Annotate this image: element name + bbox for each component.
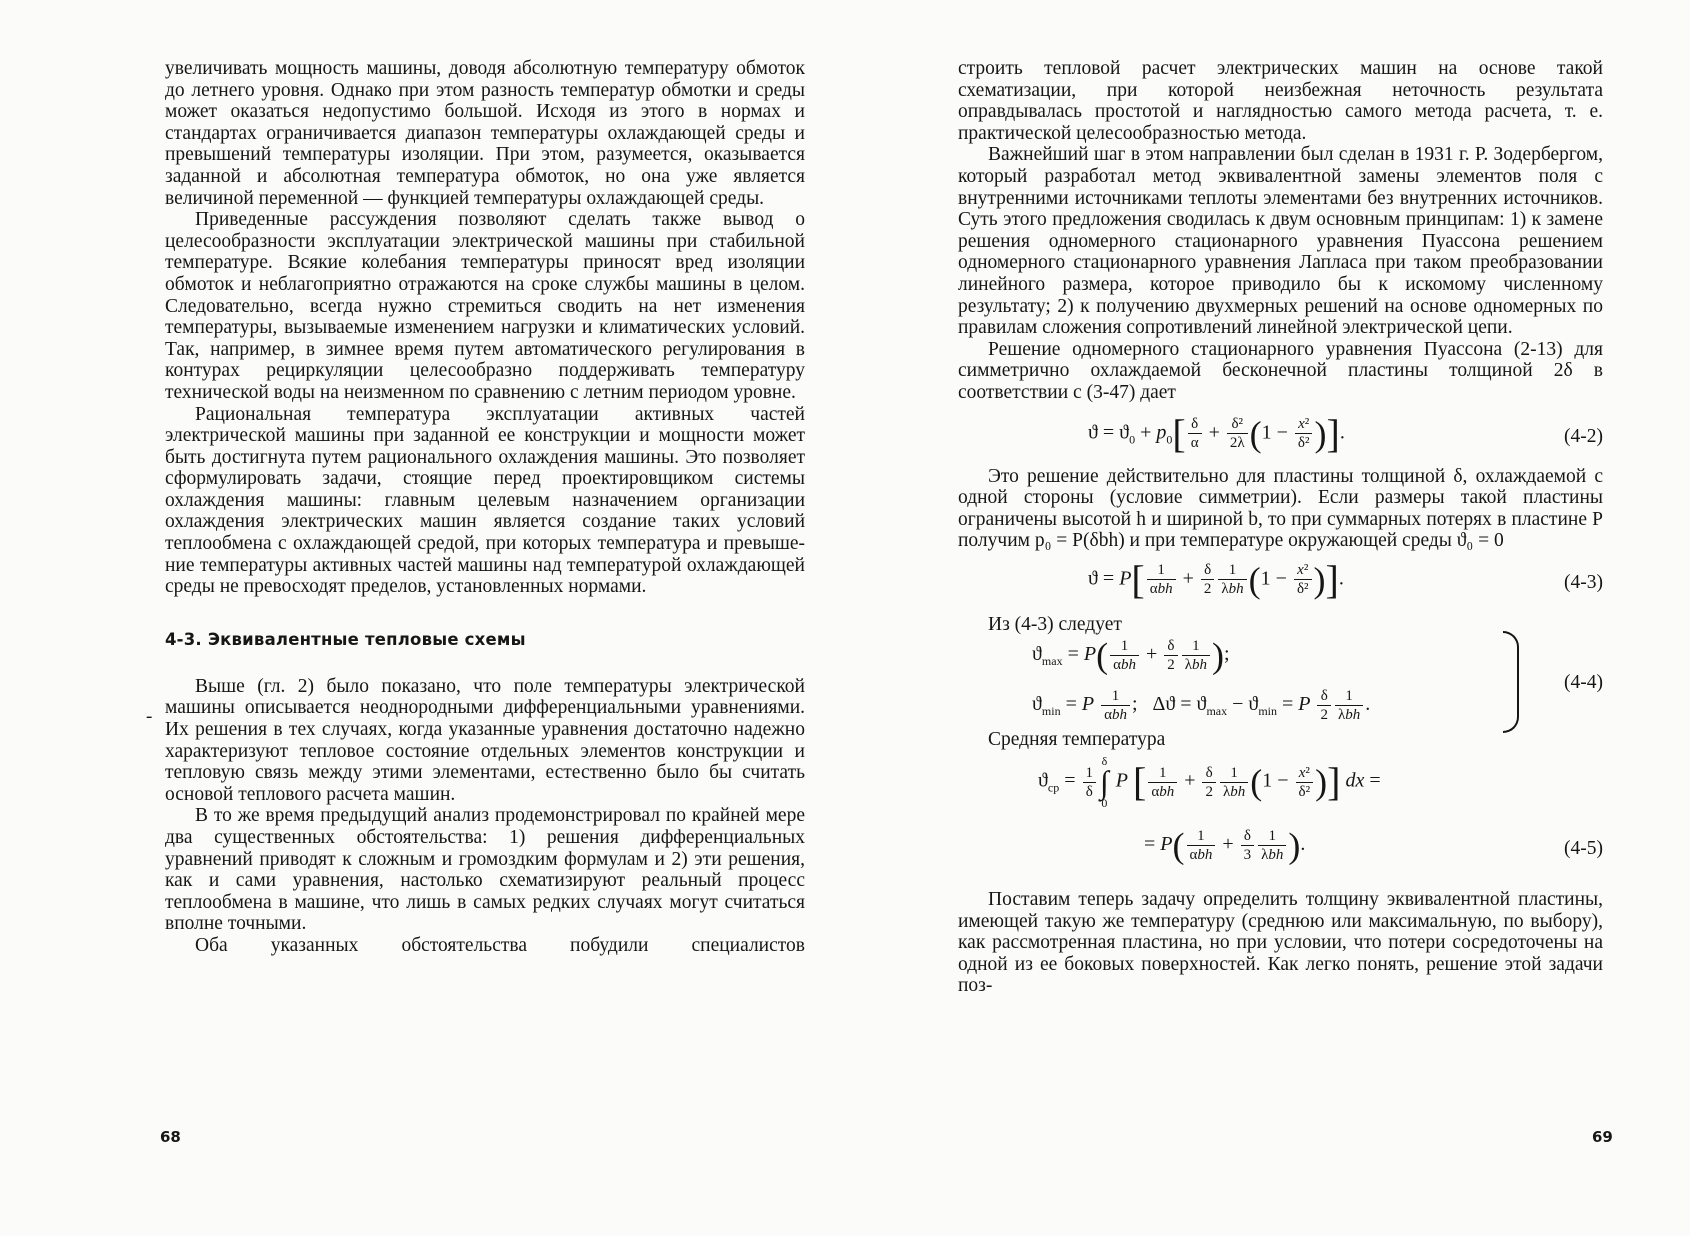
equation-theta-max: $ϑ_{max} = P$( $\frac{1}{\text{αbh}}$ + $\frac{\delta}{2}$ $\frac{1}{\text{λbh}}$ ); <box>1032 635 1230 676</box>
paragraph: Поставим теперь задачу определить толщину эквивалентной пластины, имеющей такую же температуру (среднюю или максимальную, по выбору), как рассмотренная пластина, но при условии, что потери сосредоточены на одной из ее боковых поверхностей. Как легко понять, решение этой задачи поз- <box>958 889 1603 997</box>
paragraph: строить тепловой расчет электрических машин на основе такой схематизации, при которой неизбежная неточность результата оправдывалась простотой и наглядностью самого метода расчета, т. е. практической целесообразностью метода. <box>958 58 1603 144</box>
paragraph: увеличивать мощность машины, доводя абсолютную температуру обмоток до летнего уровня. Однако при этом разность температур обмотки и среды может оказаться недопустимо большой. Исходя из этого в нормах и стандартах ограничивается диапазон температуры охлаждающей среды и превышений температуры изоляции. При этом, разумеется, оказывается заданной и абсолютная температура обмоток, но она уже является величиной переменной — функцией температуры охлаждающей среды. <box>165 58 805 209</box>
equation-number: (4-2) <box>1564 425 1603 447</box>
paragraph: Выше (гл. 2) было показано, что поле температуры электрической машины описывается неоднородными дифференциальными уравнениями. Их решения в тех случаях, когда указанные уравнения достаточно надежно характеризуют тепловое состояние отдельных элементов конструкции и тепловую связь между этими элементами, естественно было бы считать основой теплового расчета машин. <box>165 675 805 805</box>
equation-number: (4-4) <box>1564 672 1603 694</box>
paragraph: Рациональная температура эксплуатации активных частей электрической машины при заданной ее конструкции и мощности может быть достигнута путем рационального охлаждения машины. Это позволяет сформулировать задачи, стоящие перед проектировщиком системы охлаждения машины: главным целевым назначением организации охлаждения электрических машин является создание таких условий теплообмена с охлаждающей средой, при которых температура и превышение температуры активных частей машины над температурой охлаждающей среды не превосходят пределов, установленных нормами. <box>165 403 805 598</box>
paragraph: Средняя температура <box>988 729 1166 751</box>
equation-theta-min: $ϑ_{min} = P$ $\frac{1}{\text{αbh}}$ ; $\Delta ϑ = ϑ_{max} - ϑ_{min} = P$ $\frac{\delta}{2}$ $\frac{1}{\text{λbh}}$ . <box>1032 688 1371 724</box>
page-number-left: 68 <box>160 1128 181 1146</box>
right-brace <box>1503 631 1519 733</box>
equation-4-4 <box>958 637 1603 729</box>
right-page <box>958 58 1603 997</box>
section-heading: 4-3. Эквивалентные тепловые схемы <box>165 629 526 649</box>
equation-number: (4-3) <box>1564 571 1603 593</box>
paragraph: Это решение действительно для пластины толщиной δ, охлаждаемой с одной стороны (условие симметрии). Если размеры такой пластины ограничены высотой h и шириной b, то при суммарных потерях в пластине P получим p₀ = P(δbh) и при температуре окружающей среды ϑ₀ = 0 <box>958 465 1603 552</box>
equation-mean-line-2: = P( $\frac{1}{\text{αbh}}$ + $\frac{\delta}{3}$ $\frac{1}{\text{λbh}}$ ). <box>1144 825 1306 866</box>
paragraph: В то же время предыдущий анализ продемонстрировал по крайней мере два существенных обстоятельства: 1) решения дифференциальных уравнений приводят к сложным и громоздким формулам и 2) эти решения, как и сами уравнения, настолько схематизируют реальный процесс теплообмена в машине, что лишь в самых редких случаях могут считаться вполне точными. <box>165 805 805 935</box>
paragraph: Оба указанных обстоятельства побудили специалистов <box>195 934 805 956</box>
equation-4-3 <box>958 552 1603 614</box>
equation-4-2 <box>958 408 1603 466</box>
page-number-right: 69 <box>1592 1128 1613 1146</box>
paragraph: Приведенные рассуждения позволяют сделать также вывод о целесообразности эксплуатации электрической машины при стабильной температуре. Всякие колебания температуры приносят вред изоляции обмоток и неблагоприятно отражаются на сроке службы машины в целом. Следовательно, всегда нужно стремиться сводить на нет изменения температуры, вызываемые изменением нагрузки и климатических условий. Так, например, в зимнее время путем автоматического регулирования в контурах рециркуляции целесообразно поддерживать температуру технической воды на неизменном по сравнению с летним периодом уровне. <box>165 209 805 403</box>
paragraph: Из (4-3) следует <box>988 613 1122 635</box>
paragraph: Важнейший шаг в этом направлении был сделан в 1931 г. Р. Зодербергом, который разработал метод эквивалентной замены элементов поля с внутренними источниками теплоты элементами без внутренних источников. Суть этого предложения сводилась к двум основным принципам: 1) к замене решения одномерного стационарного уравнения Пуассона решением одномерного стационарного уравнения Лапласа при таком преобразовании линейного размера, которое приводило бы к искомому численному результату; 2) к получению двухмерных решений на основе одномерных по правилам сложения сопротивлений линейной электрической цепи. <box>958 144 1603 339</box>
margin-mark: - <box>146 706 153 727</box>
equation-mean-line-1: $ϑ_{ср}$ = $\frac{1}{\delta}$ δ ∫ 0 P [ $\frac{1}{\text{αbh}}$ + $\frac{\delta}{2}$ $\frac{1}{\text{λbh}}$ (1 − $\frac{\text{x²}}{\text{δ²}}$ )] dx = <box>1038 754 1381 811</box>
equation-body: ϑ = P[ $\frac{1}{\text{αbh}}$ + $\frac{\delta}{2}$ $\frac{1}{\text{λbh}}$ (1 − $\frac{\text{x²}}{\text{δ²}}$ )]. <box>1088 556 1344 602</box>
equation-4-5 <box>958 751 1603 877</box>
equation-number: (4-5) <box>1564 838 1603 860</box>
left-page <box>165 58 805 957</box>
equation-body: $ϑ = ϑ_0 + p_0$[ $\frac{\delta}{\alpha}$ + $\frac{\text{δ²}}{2\lambda}$ (1 − $\frac{\text{x²}}{\text{δ²}}$ )]. <box>1088 410 1345 456</box>
paragraph: Решение одномерного стационарного уравнения Пуассона (2-13) для симметрично охлаждаемой бесконечной пластины толщиной 2δ в соответствии с (3-47) дает <box>958 338 1603 403</box>
